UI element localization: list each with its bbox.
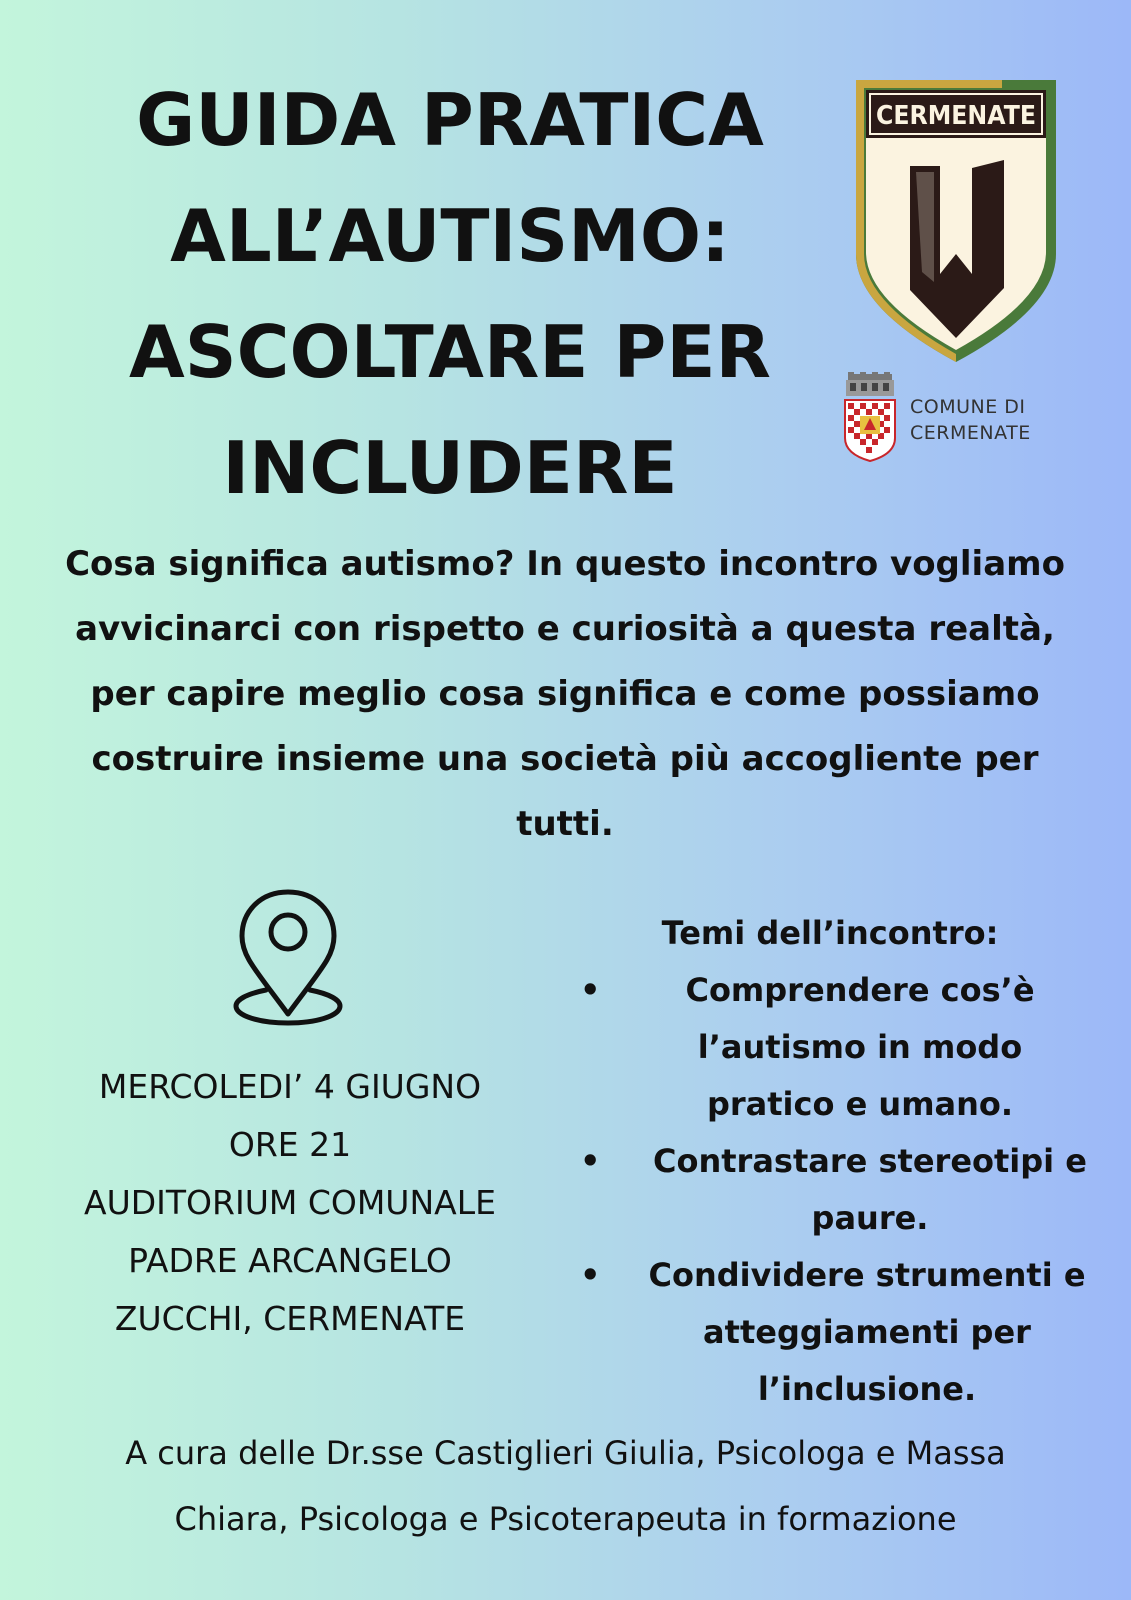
title-line-4: INCLUDERE: [222, 426, 678, 510]
credits-line-2: Chiara, Psicologa e Psicoterapeuta in formazione: [174, 1500, 957, 1538]
event-date: MERCOLEDI’ 4 GIUGNO: [98, 1067, 482, 1106]
shield-text: CERMENATE: [876, 101, 1036, 131]
bullet: •: [580, 1142, 601, 1180]
topics-heading: Temi dell’incontro:: [661, 914, 999, 952]
topic-item: [570, 1133, 1125, 1247]
credits-line-1: A cura delle Dr.sse Castiglieri Giulia, Psicologa e Massa: [125, 1434, 1006, 1472]
title-line-2: ALL’AUTISMO:: [170, 194, 730, 278]
poster-title: [70, 62, 830, 526]
event-venue-line-3: ZUCCHI, CERMENATE: [114, 1299, 466, 1338]
topic-text: Condividere strumenti e atteggiamenti per l’inclusione.: [648, 1256, 1086, 1408]
topic-text: Comprendere cos’è l’autismo in modo pratico e umano.: [685, 971, 1035, 1123]
intro-paragraph: Cosa significa autismo? In questo incontro vogliamo avvicinarci con rispetto e curiosità a questa realtà, per capire meglio cosa significa e come possiamo costruire insieme una società più accogliente per tutti.: [65, 544, 1065, 844]
title-line-1: GUIDA PRATICA: [136, 78, 764, 162]
bullet: •: [580, 971, 601, 1009]
topic-item: [570, 1247, 1125, 1418]
event-venue-line-2: PADRE ARCANGELO: [128, 1241, 452, 1280]
comune-logo: [842, 372, 1072, 462]
event-details: [20, 1058, 560, 1348]
topic-item: [570, 962, 1125, 1133]
comune-text: [910, 394, 1031, 446]
title-line-3: ASCOLTARE PER: [129, 310, 771, 394]
topic-text: Contrastare stereotipi e paure.: [653, 1142, 1087, 1237]
event-time: ORE 21: [228, 1125, 352, 1164]
event-venue-line-1: AUDITORIUM COMUNALE: [84, 1183, 496, 1222]
credits: [0, 1420, 1131, 1552]
bullet: •: [580, 1256, 601, 1294]
comune-line-2: CERMENATE: [910, 422, 1031, 444]
location-pin-icon: [232, 886, 344, 1026]
coat-of-arms-icon: [842, 372, 898, 462]
topics-list: [570, 905, 1125, 1418]
cermenate-shield-logo: [852, 76, 1060, 366]
comune-line-1: COMUNE DI: [910, 396, 1026, 418]
